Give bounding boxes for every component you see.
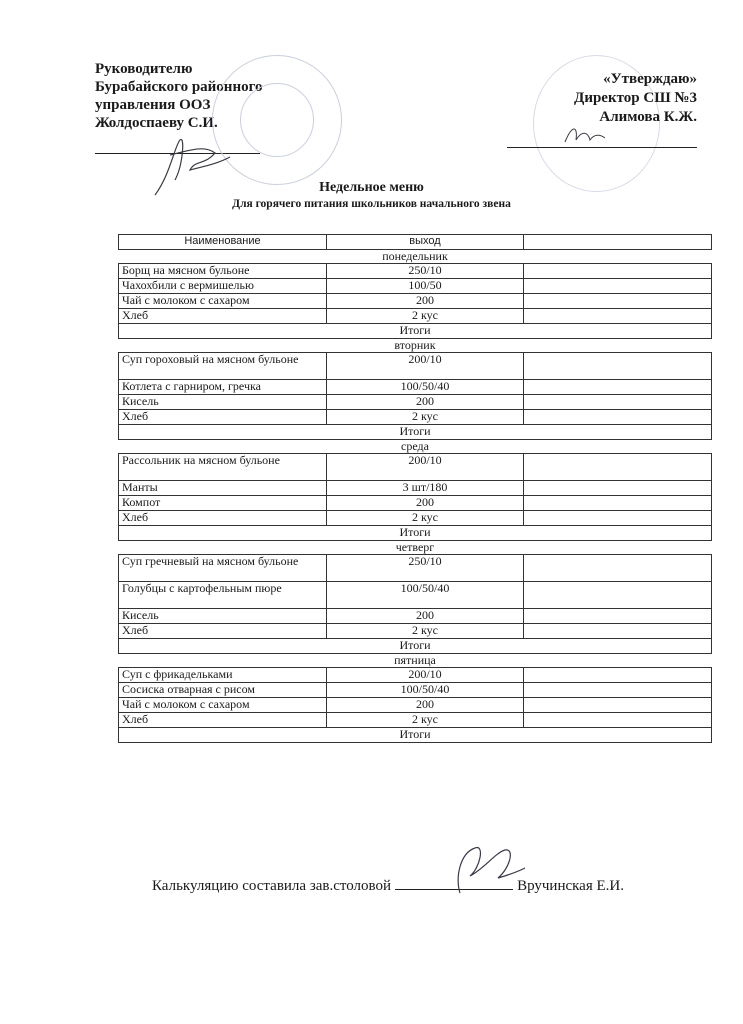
footer-signature-line <box>152 878 624 895</box>
header-output: выход <box>327 235 524 250</box>
approval-block <box>574 70 697 127</box>
table-row <box>119 410 712 425</box>
table-row <box>119 511 712 526</box>
approval-line-2: Директор СШ №3 <box>574 90 697 106</box>
dish-output: 100/50/40 <box>327 683 524 698</box>
day-label: среда <box>119 440 712 454</box>
table-row <box>119 668 712 683</box>
day-row <box>119 654 712 668</box>
day-label: вторник <box>119 339 712 353</box>
dish-output: 200 <box>327 395 524 410</box>
dish-name: Компот <box>119 496 327 511</box>
signature-right <box>560 120 610 150</box>
dish-extra <box>524 698 712 713</box>
dish-name: Хлеб <box>119 410 327 425</box>
table-row <box>119 353 712 380</box>
table-header-row <box>119 235 712 250</box>
dish-name: Суп гороховый на мясном бульоне <box>119 353 327 380</box>
dish-extra <box>524 582 712 609</box>
dish-extra <box>524 353 712 380</box>
dish-extra <box>524 668 712 683</box>
day-row <box>119 541 712 555</box>
dish-output: 200 <box>327 294 524 309</box>
dish-extra <box>524 555 712 582</box>
total-row <box>119 324 712 339</box>
dish-extra <box>524 395 712 410</box>
table-row <box>119 380 712 395</box>
dish-name: Рассольник на мясном бульоне <box>119 454 327 481</box>
dish-extra <box>524 294 712 309</box>
table-row <box>119 624 712 639</box>
dish-output: 200 <box>327 609 524 624</box>
dish-name: Хлеб <box>119 713 327 728</box>
dish-name: Голубцы с картофельным пюре <box>119 582 327 609</box>
table-row <box>119 698 712 713</box>
table-row <box>119 395 712 410</box>
addressee-line-2: Бурабайского районного <box>95 79 263 95</box>
table-row <box>119 609 712 624</box>
dish-name: Хлеб <box>119 624 327 639</box>
dish-output: 100/50/40 <box>327 380 524 395</box>
dish-output: 3 шт/180 <box>327 481 524 496</box>
dish-output: 200 <box>327 698 524 713</box>
dish-output: 250/10 <box>327 555 524 582</box>
addressee-line-4: Жолдоспаеву С.И. <box>95 115 218 131</box>
dish-extra <box>524 609 712 624</box>
dish-name: Борщ на мясном бульоне <box>119 264 327 279</box>
dish-output: 2 кус <box>327 511 524 526</box>
dish-output: 200/10 <box>327 668 524 683</box>
dish-extra <box>524 410 712 425</box>
table-row <box>119 264 712 279</box>
dish-name: Чахохбили с вермишелью <box>119 279 327 294</box>
table-row <box>119 713 712 728</box>
table-row <box>119 309 712 324</box>
dish-extra <box>524 713 712 728</box>
dish-extra <box>524 380 712 395</box>
table-row <box>119 481 712 496</box>
signature-footer <box>440 838 530 898</box>
table-row <box>119 496 712 511</box>
addressee-line-3: управления ООЗ <box>95 97 211 113</box>
dish-extra <box>524 454 712 481</box>
dish-name: Хлеб <box>119 309 327 324</box>
total-row <box>119 526 712 541</box>
menu-table <box>118 234 712 743</box>
dish-output: 100/50 <box>327 279 524 294</box>
day-label: пятница <box>119 654 712 668</box>
dish-name: Котлета с гарниром, гречка <box>119 380 327 395</box>
dish-output: 2 кус <box>327 309 524 324</box>
dish-output: 100/50/40 <box>327 582 524 609</box>
document-subtitle: Для горячего питания школьников начального звена <box>232 198 511 210</box>
day-row <box>119 339 712 353</box>
dish-name: Суп гречневый на мясном бульоне <box>119 555 327 582</box>
dish-output: 250/10 <box>327 264 524 279</box>
dish-name: Манты <box>119 481 327 496</box>
dish-extra <box>524 683 712 698</box>
dish-extra <box>524 496 712 511</box>
dish-extra <box>524 624 712 639</box>
approval-line-1: «Утверждаю» <box>603 71 697 87</box>
dish-output: 2 кус <box>327 713 524 728</box>
table-row <box>119 555 712 582</box>
total-row <box>119 728 712 743</box>
dish-name: Кисель <box>119 395 327 410</box>
dish-output: 200/10 <box>327 353 524 380</box>
dish-name: Сосиска отварная с рисом <box>119 683 327 698</box>
total-label: Итоги <box>119 425 712 440</box>
total-row <box>119 425 712 440</box>
dish-extra <box>524 309 712 324</box>
total-label: Итоги <box>119 639 712 654</box>
total-row <box>119 639 712 654</box>
total-label: Итоги <box>119 324 712 339</box>
addressee-line-1: Руководителю <box>95 61 193 77</box>
table-row <box>119 683 712 698</box>
day-row <box>119 440 712 454</box>
stamp-left-inner <box>240 83 314 157</box>
dish-output: 200 <box>327 496 524 511</box>
dish-name: Чай с молоком с сахаром <box>119 698 327 713</box>
approval-line-3: Алимова К.Ж. <box>599 109 697 125</box>
table-row <box>119 582 712 609</box>
table-row <box>119 294 712 309</box>
day-label: четверг <box>119 541 712 555</box>
day-row <box>119 250 712 264</box>
document-title: Недельное меню <box>319 180 424 195</box>
header-name: Наименование <box>119 235 327 250</box>
dish-extra <box>524 264 712 279</box>
total-label: Итоги <box>119 526 712 541</box>
footer-text: Калькуляцию составила зав.столовой <box>152 878 392 894</box>
header-extra <box>524 235 712 250</box>
total-label: Итоги <box>119 728 712 743</box>
footer-name: Вручинская Е.И. <box>517 878 624 894</box>
table-row <box>119 454 712 481</box>
dish-extra <box>524 279 712 294</box>
dish-extra <box>524 511 712 526</box>
dish-name: Кисель <box>119 609 327 624</box>
dish-name: Хлеб <box>119 511 327 526</box>
table-row <box>119 279 712 294</box>
day-label: понедельник <box>119 250 712 264</box>
dish-extra <box>524 481 712 496</box>
dish-output: 2 кус <box>327 624 524 639</box>
dish-name: Чай с молоком с сахаром <box>119 294 327 309</box>
dish-output: 2 кус <box>327 410 524 425</box>
dish-name: Суп с фрикадельками <box>119 668 327 683</box>
dish-output: 200/10 <box>327 454 524 481</box>
